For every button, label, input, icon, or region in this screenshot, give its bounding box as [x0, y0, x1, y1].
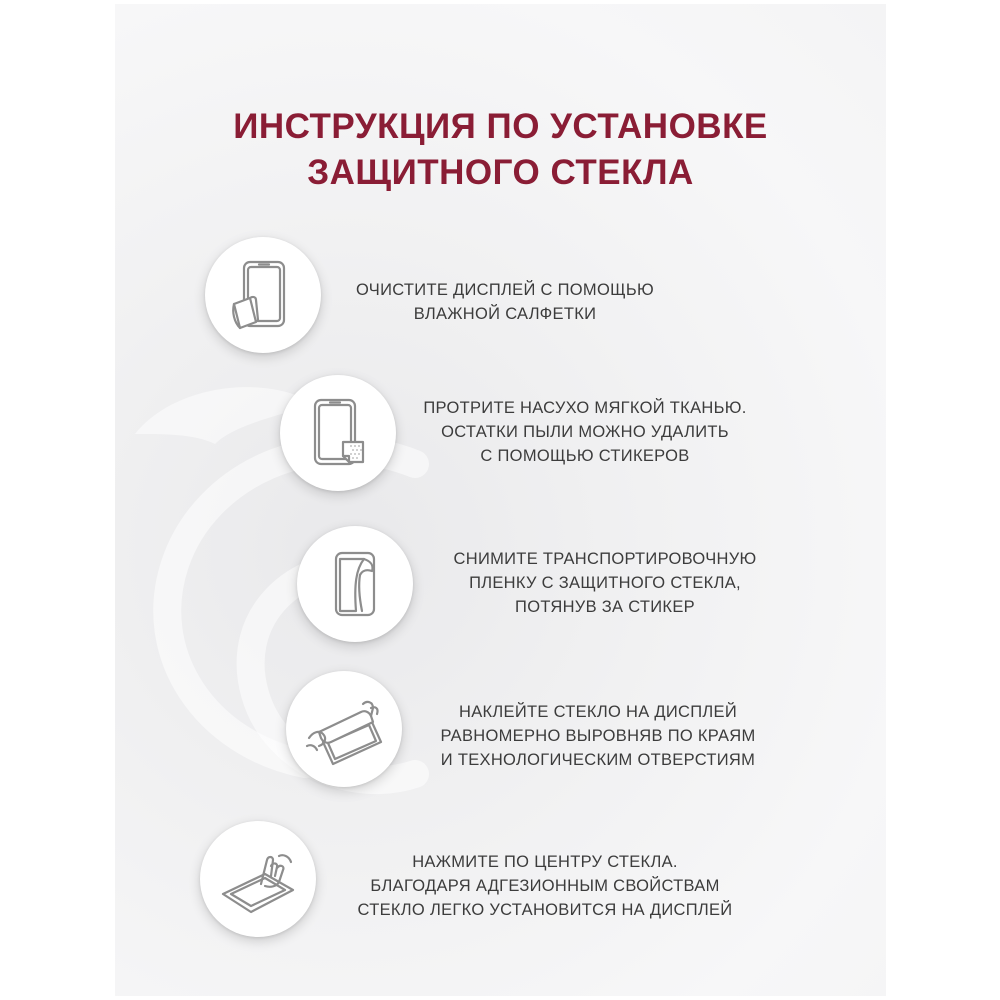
step-5-text: [335, 850, 755, 922]
step-2-line-3: С ПОМОЩЬЮ СТИКЕРОВ: [480, 447, 690, 465]
step-4-icon-circle: [286, 671, 402, 787]
peel-film-icon: [312, 541, 398, 627]
step-4-line-1: НАКЛЕЙТЕ СТЕКЛО НА ДИСПЛЕЙ: [458, 703, 737, 721]
step-1-text: [320, 278, 690, 326]
apply-glass-icon: [301, 686, 387, 772]
step-5-line-2: БЛАГОДАРЯ АДГЕЗИОННЫМ СВОЙСТВАМ: [370, 877, 720, 895]
step-1-icon-circle: [205, 237, 321, 353]
step-3-icon-circle: [297, 526, 413, 642]
step-1-line-2: ВЛАЖНОЙ САЛФЕТКИ: [413, 305, 597, 323]
step-1: [115, 232, 886, 362]
step-2-text: [405, 396, 765, 468]
step-3-line-2: ПЛЕНКУ С ЗАЩИТНОГО СТЕКЛА,: [469, 574, 741, 592]
step-5-icon-circle: [200, 821, 316, 937]
step-2-icon-circle: [280, 375, 396, 491]
step-1-line-1: ОЧИСТИТЕ ДИСПЛЕЙ С ПОМОЩЬЮ: [356, 281, 654, 299]
page-title: [115, 104, 886, 196]
title-line-1: ИНСТРУКЦИЯ ПО УСТАНОВКЕ: [233, 107, 768, 146]
step-2-line-1: ПРОТРИТЕ НАСУХО МЯГКОЙ ТКАНЬЮ.: [423, 399, 747, 417]
step-4-text: [418, 700, 778, 772]
phone-wipe-icon: [220, 252, 306, 338]
instruction-card: [115, 4, 886, 996]
step-5-line-3: СТЕКЛО ЛЕГКО УСТАНОВИТСЯ НА ДИСПЛЕЙ: [357, 901, 733, 919]
press-center-icon: [215, 836, 301, 922]
title-line-2: ЗАЩИТНОГО СТЕКЛА: [307, 153, 694, 192]
step-3-line-3: ПОТЯНУВ ЗА СТИКЕР: [515, 598, 695, 616]
step-2-line-2: ОСТАТКИ ПЫЛИ МОЖНО УДАЛИТЬ: [441, 423, 729, 441]
step-2: [115, 370, 886, 500]
step-3: [115, 521, 886, 651]
step-5-line-1: НАЖМИТЕ ПО ЦЕНТРУ СТЕКЛА.: [412, 853, 678, 871]
step-4: [115, 666, 886, 796]
step-5: [115, 816, 886, 946]
step-3-text: [425, 547, 785, 619]
step-4-line-3: И ТЕХНОЛОГИЧЕСКИМ ОТВЕРСТИЯМ: [440, 751, 756, 769]
phone-cloth-icon: [295, 390, 381, 476]
step-4-line-2: РАВНОМЕРНО ВЫРОВНЯВ ПО КРАЯМ: [440, 727, 756, 745]
step-3-line-1: СНИМИТЕ ТРАНСПОРТИРОВОЧНУЮ: [453, 550, 757, 568]
